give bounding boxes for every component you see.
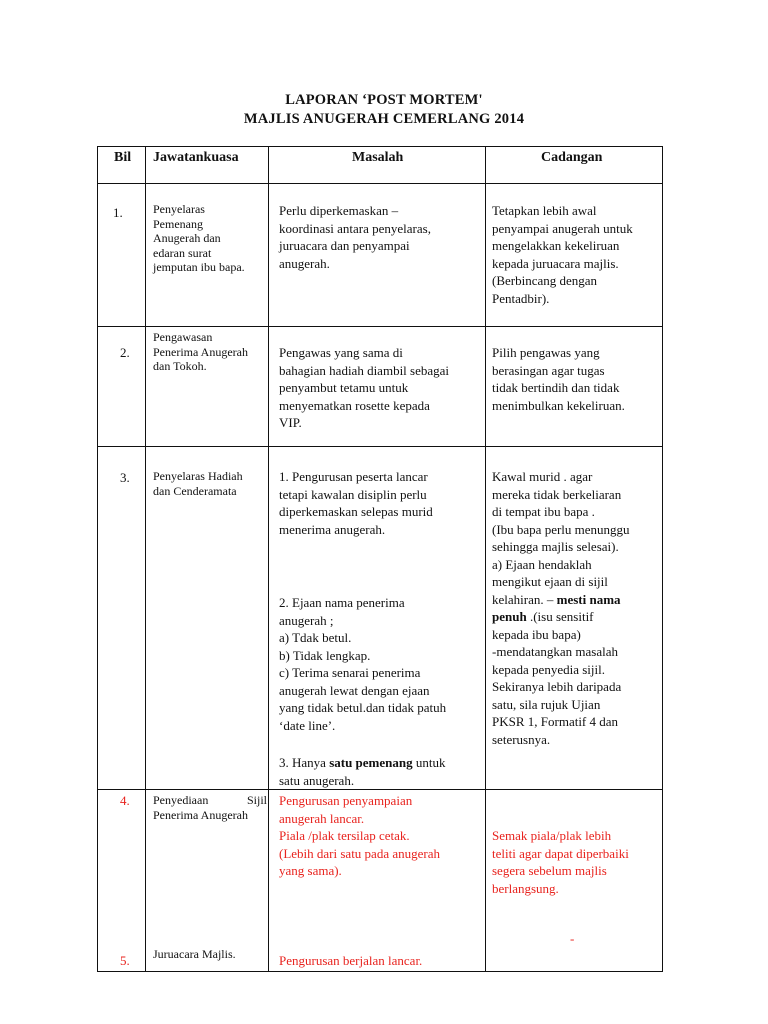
row1-jawatankuasa: Penyelaras Pemenang Anugerah dan edaran surat jemputan ibu bapa. [153,202,245,274]
table-border-bottom [97,971,663,972]
row5-masalah: Pengurusan berjalan lancar. [279,953,423,968]
row-divider-3 [97,789,663,790]
row-divider-2 [97,446,663,447]
row4-masalah: Pengurusan penyampaian anugerah lancar. Piala /plak tersilap cetak. (Lebih dari satu pada anugerah yang sama). [279,793,440,878]
row3-cadangan: Kawal murid . agar mereka tidak berkeliaran di tempat ibu bapa . (Ibu bapa perlu menunggu sehingga majlis selesai). a) Ejaan hendaklah mengikut ejaan di sijil kelahiran. – mesti nama penuh .(isu sensitif kepada ibu bapa) -mendatangkan masalah kepada penyedia sijil. Sekiranya lebih daripada satu, sila rujuk Ujian PKSR 1, Formatif 4 dan seterusnya. [492,469,630,747]
row4-cadangan: Semak piala/plak lebih teliti agar dapat diperbaiki segera sebelum majlis berlangsung. [492,828,629,896]
row3-jawatankuasa: Penyelaras Hadiah dan Cenderamata [153,469,243,498]
header-row-divider [97,183,663,184]
col-divider-1 [145,146,146,972]
row4-bil: 4. [120,793,130,808]
row-divider-1 [97,326,663,327]
report-subtitle: MAJLIS ANUGERAH CEMERLANG 2014 [243,111,525,127]
row1-cadangan: Tetapkan lebih awal penyampai anugerah untuk mengelakkan kekeliruan kepada juruacara majlis. (Berbincang dengan Pentadbir). [492,203,633,306]
row3-masalah-item1: 1. Pengurusan peserta lancar tetapi kawalan disiplin perlu diperkemaskan selepas murid menerima anugerah. [279,469,433,537]
row2-masalah: Pengawas yang sama di bahagian hadiah diambil sebagai penyambut tetamu untuk menyematkan rosette kepada VIP. [279,345,450,430]
row5-bil: 5. [120,953,130,968]
row1-masalah: Perlu diperkemaskan – koordinasi antara penyelaras, juruacara dan penyampai anugerah. [279,203,431,271]
row2-bil: 2. [120,345,130,360]
table-border-top [97,146,663,147]
table-border-left [97,146,98,972]
header-jawatankuasa: Jawatankuasa [153,150,239,165]
row2-cadangan: Pilih pengawas yang berasingan agar tugas tidak bertindih dan tidak menimbulkan kekeliruan. [492,345,625,413]
row4-jawatankuasa: Penyediaan Sijil Penerima Anugerah [153,793,267,822]
row3-bil: 3. [120,470,130,485]
col-divider-2 [268,146,269,972]
row3-masalah-item3: 3. Hanya satu pemenang untuk satu anugerah. [279,755,446,788]
row1-bil: 1. [113,205,123,220]
row3-masalah-item2: 2. Ejaan nama penerima anugerah ; a) Tdak betul. b) Tidak lengkap. c) Terima senarai penerima anugerah lewat dengan ejaan yang tidak betul.dan tidak patuh ‘date line’. [279,595,447,733]
header-masalah: Masalah [352,150,404,165]
post-mortem-table [97,146,663,972]
report-title: LAPORAN ‘POST MORTEM' [285,92,483,108]
header-bil: Bil [114,150,132,165]
row5-jawatankuasa: Juruacara Majlis. [153,947,236,961]
col-divider-3 [485,146,486,972]
row5-cadangan: - [570,931,575,946]
row2-jawatankuasa: Pengawasan Penerima Anugerah dan Tokoh. [153,330,248,373]
header-cadangan: Cadangan [541,150,603,165]
table-border-right [662,146,663,972]
